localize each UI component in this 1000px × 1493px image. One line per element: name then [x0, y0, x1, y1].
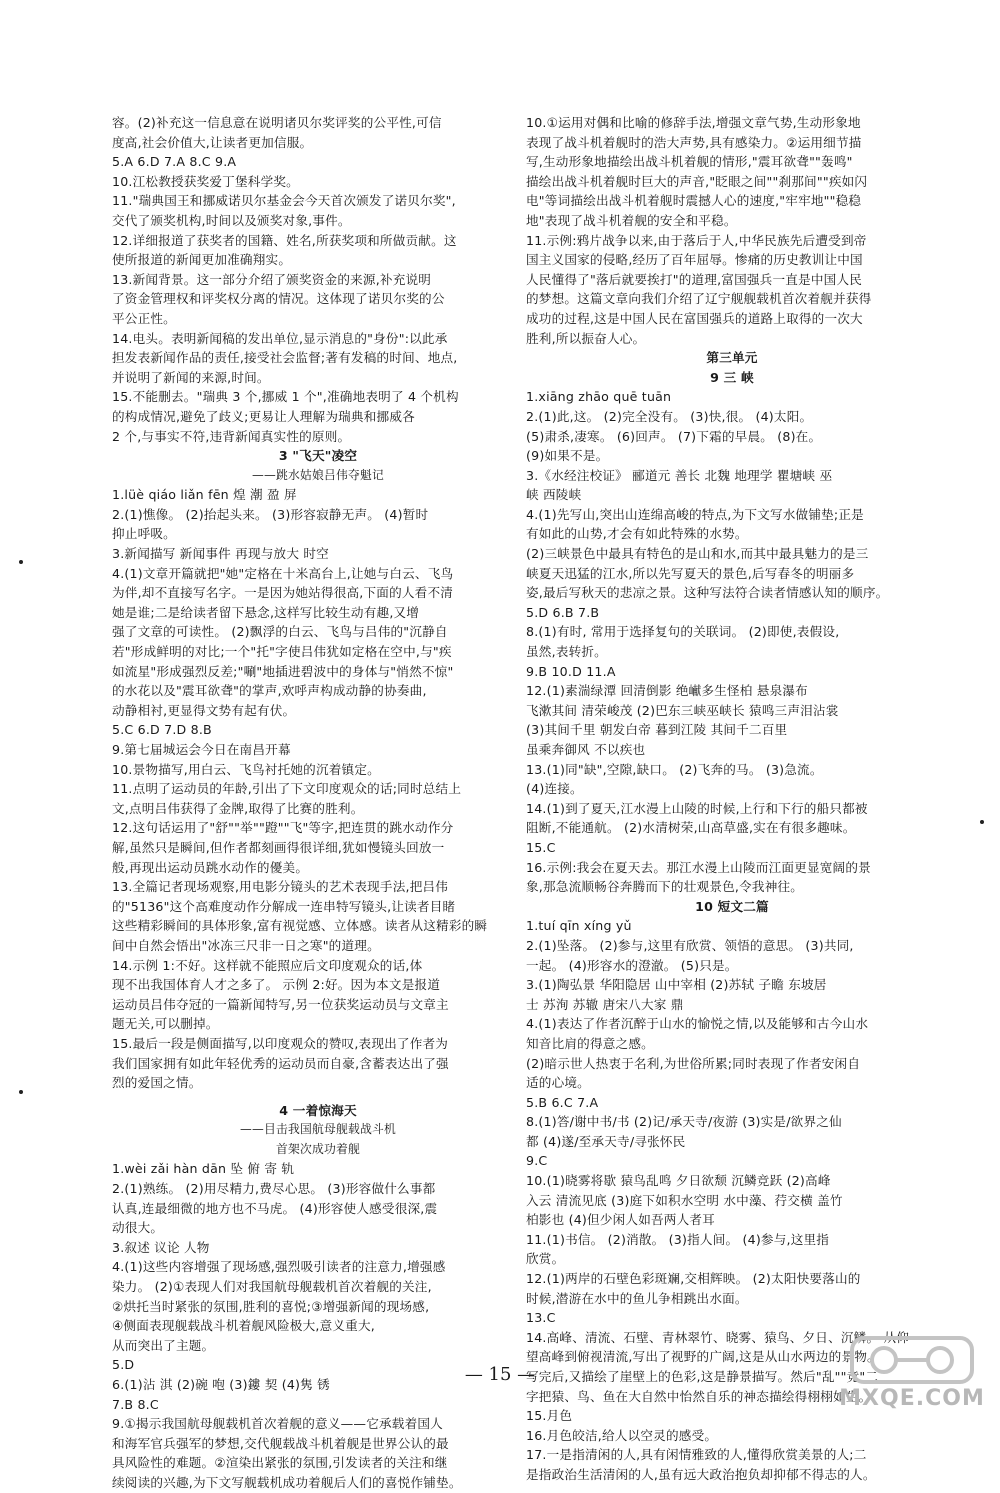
answer-line: 峡 西陵峡 [526, 487, 582, 503]
answer-line: 5.B 6.C 7.A [526, 1094, 599, 1110]
answer-line: 3.《水经注校证》 郦道元 善长 北魏 地理学 瞿塘峡 巫 [526, 467, 833, 483]
answer-line: 间中自然会悟出"冰冻三尺非一日之寒"的道理。 [112, 937, 380, 953]
answer-line: 烈的爱国之情。 [112, 1075, 202, 1091]
answer-line: 10.(1)晓雾将歇 猿鸟乱鸣 夕日欲颓 沉鳞竞跃 (2)高峰 [526, 1173, 831, 1189]
answer-line: 14.示例 1:不好。这样就不能照应后文印度观众的话,体 [112, 957, 423, 973]
answer-line: 虽乘奔御风 不以疾也 [526, 742, 646, 757]
section-heading: 10 短文二篇 [695, 898, 769, 914]
answer-line: 字把猿、鸟、鱼在大自然中怡然自乐的神态描绘得栩栩如生。 [526, 1388, 872, 1404]
answer-line: 她是谁;二是给读者留下悬念,这样写比较生动有趣,又增 [112, 604, 420, 620]
answer-line: 飞漱其间 清荣峻茂 (2)巴东三峡巫峡长 猿鸣三声泪沾裳 [526, 702, 839, 718]
answer-line: 7.B 8.C [112, 1396, 159, 1412]
binding-hole-dot [19, 1090, 23, 1094]
answer-line: 一起。 (4)形容水的澄澈。 (5)只是。 [526, 957, 738, 973]
answer-line: 解,虽然只是瞬间,但作者都刻画得很详细,犹如慢镜头回放一 [112, 839, 445, 855]
answer-line: 都 (4)遂/至承天寺/寻张怀民 [526, 1133, 686, 1149]
watermark-text: MXQE.COM [839, 1386, 985, 1411]
answer-line: 5.A 6.D 7.A 8.C 9.A [112, 154, 237, 170]
answer-line: 15.最后一段是侧面描写,以印度观众的赞叹,表现出了作者为 [112, 1035, 449, 1051]
answer-line: 15.不能删去。"瑞典 3 个,挪威 1 个",准确地表明了 4 个机构 [112, 389, 459, 405]
answer-line: 入云 清流见底 (3)庭下如积水空明 水中藻、荇交横 盖竹 [526, 1192, 843, 1208]
answer-line: 度高,社会价值大,让读者更加信服。 [112, 134, 313, 150]
answer-line: 的水花以及"震耳欲聋"的掌声,欢呼声构成动静的协奏曲, [112, 683, 427, 699]
answer-line: 虽然,表转折。 [526, 644, 607, 660]
section-subtitle: ——目击我国航母舰载战斗机 [240, 1122, 396, 1137]
answer-line: 电"等词描绘出战斗机着舰时震撼人心的速度,"牢牢地""稳稳 [526, 193, 862, 209]
answer-line: 时候,潜游在水中的鱼儿争相跳出水面。 [526, 1290, 748, 1306]
answer-line: 认真,连最细微的地方也不马虎。 (4)形容使人感受很深,震 [112, 1200, 438, 1216]
answer-line: 12.(1)素湍绿潭 回清倒影 绝𪩘多生怪柏 悬泉瀑布 [526, 683, 808, 699]
answer-line: (2)暗示世人热衷于名利,为世俗所累;同时表现了作者安闲自 [526, 1055, 861, 1071]
answer-line: 8.(1)有时, 常用于选择复句的关联词。 (2)即使,表假设, [526, 624, 840, 640]
answer-line: 9.C [526, 1153, 548, 1169]
answer-line: 14.高峰、清流、石壁、青林翠竹、晓雾、猿鸟、夕日、沉鳞。 从仰 [526, 1329, 910, 1345]
answer-line: 14.(1)到了夏天,江水漫上山陵的时候,上行和下行的船只都被 [526, 800, 868, 816]
answer-line: 1.lüè qiáo liǎn fēn 煌 潮 盈 屏 [112, 487, 297, 503]
answer-line: 2.(1)此,这。 (2)完全没有。 (3)快,很。 (4)太阳。 [526, 408, 813, 424]
answer-line: 16.示例:我会在夏天去。那江水漫上山陵而江面更显宽阔的景 [526, 859, 871, 875]
binding-hole-dot [19, 560, 23, 564]
binding-hole-dot [980, 820, 984, 824]
answer-line: 4.(1)表达了作者沉醉于山水的愉悦之情,以及能够和古今山水 [526, 1016, 869, 1032]
answer-line: 姿,最后写秋天的悲凉之景。这种写法符合读者情感认知的顺序。 [526, 585, 889, 601]
answer-line: 成功的过程,这是中国人民在富国强兵的道路上取得的一次大 [526, 310, 863, 326]
answer-line: 国主义国家的侵略,经历了百年屈辱。惨痛的历史教训让中国 [526, 252, 863, 268]
answer-line: 使所报道的新闻更加准确翔实。 [112, 252, 292, 268]
answer-line: 13.C [526, 1310, 556, 1326]
answer-line: 2.(1)憔像。 (2)抬起头来。 (3)形容寂静无声。 (4)暂时 [112, 506, 429, 522]
answer-line: 12.(1)两岸的石壁色彩斑斓,交相辉映。 (2)太阳快要落山的 [526, 1271, 861, 1287]
spacer [112, 1093, 524, 1101]
answer-line: 欣赏。 [526, 1251, 565, 1267]
watermark-emblem-icon [832, 1330, 992, 1390]
answer-line: 我们国家拥有如此年轻优秀的运动员而自豪,含蓄表达出了强 [112, 1055, 449, 1071]
answer-line: (3)其间千里 朝发白帝 暮到江陵 其间千二百里 [526, 722, 788, 738]
answer-line: 13.全篇记者现场观察,用电影分镜头的艺术表现手法,把吕伟 [112, 879, 449, 895]
answer-line: 强了文章的可读性。 (2)飘浮的白云、飞鸟与吕伟的"沉静自 [112, 624, 448, 640]
answer-line: 13.(1)同"缺",空隙,缺口。 (2)飞奔的马。 (3)急流。 [526, 761, 823, 777]
answer-line: 17.一是指清闲的人,具有闲情雅致的人,懂得欣赏美景的人;二 [526, 1447, 867, 1463]
answer-line: 10.景物描写,用白云、飞鸟衬托她的沉着镇定。 [112, 761, 380, 777]
answer-line: 阻断,不能通航。 (2)水清树荣,山高草盛,实在有很多趣味。 [526, 820, 856, 836]
answer-line: 11.点明了运动员的年龄,引出了下文印度观众的话;同时总结上 [112, 781, 462, 797]
answer-line: 如流星"形成强烈反差;"唰"地插进碧波中的身体与"悄然不惊" [112, 663, 454, 679]
answer-line: 3.(1)陶弘景 华阳隐居 山中宰相 (2)苏轼 子瞻 东坡居 [526, 977, 827, 993]
answer-line: 11."瑞典国王和挪威诺贝尔基金会今天首次颁发了诺贝尔奖", [112, 193, 456, 209]
answer-line: 4.(1)文章开篇就把"她"定格在十米高台上,让她与白云、飞鸟 [112, 565, 454, 581]
answer-line: 2.(1)坠落。 (2)参与,这里有欣赏、领悟的意思。 (3)共同, [526, 937, 854, 953]
answer-line: 9.B 10.D 11.A [526, 663, 616, 679]
answer-line: 题无关,可以删掉。 [112, 1016, 219, 1032]
answer-line: 的梦想。这篇文章向我们介绍了辽宁舰舰载机首次着舰并获得 [526, 291, 872, 307]
answer-line: 1.xiāng zhāo quē tuān [526, 389, 672, 405]
answer-line: 的"5136"这个高难度动作分解成一连串特写镜头,让读者目睹 [112, 898, 456, 914]
answer-line: 5.D [112, 1357, 135, 1373]
page-number: — 15 — [464, 1364, 536, 1385]
answer-line: 5.C 6.D 7.D 8.B [112, 722, 212, 738]
answer-line: 人民懂得了"落后就要挨打"的道理,富国强兵一直是中国人民 [526, 271, 863, 287]
answer-line: 有如此的山势,才会有如此特殊的水势。 [526, 526, 748, 542]
answer-line: 若"形成鲜明的对比;一个"托"字使吕伟犹如定格在空中,与"疾 [112, 644, 452, 660]
answer-line: 6.(1)沾 淇 (2)碗 咆 (3)鏤 契 (4)隽 锈 [112, 1377, 330, 1392]
answer-line: 2.(1)熟练。 (2)用尽精力,费尽心思。 (3)形容做什么事都 [112, 1181, 436, 1197]
answer-line: 9.第七届城运会今日在南昌开幕 [112, 742, 291, 757]
answer-line: 柏影也 (4)但少闲人如吾两人者耳 [526, 1212, 715, 1228]
answer-line: 从而突出了主题。 [112, 1337, 215, 1353]
answer-line: 现不出我国体育人才之多了。 示例 2:好。因为本文是报道 [112, 977, 441, 993]
answer-line: (9)如果不是。 [526, 448, 609, 464]
answer-line: 4.(1)这些内容增强了现场感,强烈吸引读者的注意力,增强感 [112, 1259, 446, 1275]
answer-line: 知音比肩的得意之感。 [526, 1035, 654, 1051]
answer-line: 1.tuí qīn xíng yǔ [526, 918, 632, 934]
section-heading: 4 一着惊海天 [279, 1102, 357, 1118]
answer-line: 般,再现出运动员跳水动作的優美。 [112, 859, 309, 875]
answer-line: 12.详细报道了获奖者的国籍、姓名,所获奖项和所做贡献。这 [112, 232, 457, 248]
answer-line: 适的心境。 [526, 1075, 590, 1091]
answer-line: 1.wèi zǎi hàn dān 坠 俯 寄 轨 [112, 1161, 295, 1177]
answer-line: 和海军官兵强军的梦想,交代舰载战斗机着舰是世界公认的最 [112, 1435, 449, 1451]
right-column [526, 113, 938, 1485]
answer-line: 抑止呼吸。 [112, 526, 176, 542]
section-subtitle: 首架次成功着舰 [276, 1141, 360, 1156]
answer-line: 5.D 6.B 7.B [526, 604, 600, 620]
answer-line: 续阅读的兴趣,为下文写舰载机成功着舰后人们的喜悦作铺垫。 [112, 1474, 462, 1490]
answer-line: 的构成情况,避免了歧义;更易让人理解为瑞典和挪威各 [112, 408, 415, 424]
answer-line: 是指政治生活清闲的人,虽有远大政治抱负却抑郁不得志的人。 [526, 1466, 876, 1482]
answer-line: 交代了颁奖机构,时间以及颁奖对象,事件。 [112, 212, 351, 228]
answer-line: ④侧面表现舰载战斗机着舰风险极大,意义重大, [112, 1318, 375, 1334]
answer-line: 平公正性。 [112, 310, 176, 326]
answer-line: 表现了战斗机着舰时的浩大声势,具有感染力。②运用细节描 [526, 134, 862, 150]
answer-line: 了资金管理权和评奖权分离的情况。这体现了诺贝尔奖的公 [112, 291, 445, 307]
answer-line: 写完后,又描绘了崖壁上的色彩,这是静景描写。然后"乱""竞"二 [526, 1369, 879, 1384]
answer-line: 染力。 (2)①表现人们对我国航母舰载机首次着舰的关注, [112, 1279, 432, 1295]
answer-line: 具风险性的难题。②渲染出紧张的氛围,引发读者的关注和继 [112, 1455, 448, 1471]
answer-line: (5)肃杀,凄寒。 (6)回声。 (7)下霜的早晨。 (8)在。 [526, 428, 822, 444]
answer-line: 并说明了新闻的来源,时间。 [112, 369, 270, 385]
answer-line: 容。(2)补充这一信息意在说明诸贝尔奖评奖的公平性,可信 [112, 115, 442, 130]
answer-line: 担发表新闻作品的责任,接受社会监督;著有发稿的时间、地点, [112, 350, 458, 366]
answer-line: 8.(1)答/谢中书/书 (2)记/承天寺/夜游 (3)实是/欲界之仙 [526, 1114, 842, 1130]
section-heading: 3 "飞天"凌空 [278, 448, 358, 464]
section-heading: 9 三 峡 [710, 369, 754, 385]
answer-line: 写,生动形象地描绘出战斗机着舰的情形,"震耳欲聋""轰鸣" [526, 154, 853, 170]
answer-line: 为伴,却不直接写名字。一是因为她站得很高,下面的人看不清 [112, 585, 454, 601]
watermark-logo [832, 1330, 992, 1420]
answer-line: 文,点明吕伟获得了金牌,取得了比赛的胜利。 [112, 800, 364, 816]
answer-line: 描绘出战斗机着舰时巨大的声音,"眨眼之间""刹那间""疾如闪 [526, 173, 868, 189]
left-column [112, 113, 524, 1493]
answer-line: 12.这句话运用了"舒""举""蹬""飞"等字,把连贯的跳水动作分 [112, 820, 454, 836]
answer-line: (4)连接。 [526, 781, 583, 797]
answer-line: 3.叙述 议论 人物 [112, 1239, 210, 1255]
answer-line: 15.C [526, 839, 556, 855]
section-heading: 第三单元 [706, 350, 758, 366]
section-subtitle: ——跳水姑娘吕伟夺魁记 [252, 467, 384, 482]
answer-line: 峡夏天迅猛的江水,所以先写夏天的景色,后写春冬的明丽多 [526, 565, 855, 581]
answer-line: 13.新闻背景。这一部分介绍了颁奖资金的来源,补充说明 [112, 271, 432, 287]
answer-line: 11.(1)书信。 (2)消散。 (3)指人间。 (4)参与,这里指 [526, 1231, 830, 1247]
answer-line: 胜利,所以振奋人心。 [526, 330, 646, 346]
answer-line: 动静相衬,更显得文势有起有伏。 [112, 702, 296, 718]
answer-line: 16.月色皎洁,给人以空灵的感受。 [526, 1427, 718, 1443]
answer-line: 动很大。 [112, 1220, 164, 1236]
answer-line: 11.示例:鸦片战争以来,由于落后于人,中华民族先后遭受到帝 [526, 232, 867, 248]
answer-line: 地"表现了战斗机着舰的安全和平稳。 [526, 212, 737, 228]
answer-line: 4.(1)先写山,突出山连绵高峻的特点,为下文写水做铺垫;正是 [526, 506, 864, 522]
answer-line: 运动员吕伟夺冠的一篇新闻特写,另一位获奖运动员与文章主 [112, 996, 449, 1012]
answer-line: 3.新闻描写 新闻事件 再现与放大 时空 [112, 546, 329, 562]
answer-line: 这些精彩瞬间的具体形象,富有视觉感、立体感。读者从这精彩的瞬 [112, 918, 488, 934]
answer-line: 2 个,与事实不符,违背新闻真实性的原则。 [112, 428, 351, 444]
answer-line: 9.①揭示我国航母舰载机首次着舰的意义——它承载着国人 [112, 1416, 443, 1432]
answer-line: 10.①运用对偶和比喻的修辞手法,增强文章气势,生动形象地 [526, 115, 861, 130]
answer-line: (2)三峡景色中最具有特色的是山和水,而其中最具魅力的是三 [526, 546, 869, 562]
answer-line: 14.电头。表明新闻稿的发出单位,显示消息的"身份":以此承 [112, 330, 448, 346]
answer-line: 象,那急流顺畅谷奔腾而下的壮观景色,令我神往。 [526, 879, 804, 895]
answer-line: 望高峰到俯视清流,写出了视野的广阔,这是从山水两边的景物。 [526, 1349, 880, 1365]
answer-line: ②烘托当时紧张的氛围,胜利的喜悦;③增强新闻的现场感, [112, 1298, 430, 1314]
answer-line: 10.江松教授获奖爱丁堡科学奖。 [112, 173, 299, 189]
answer-line: 士 苏洵 苏辙 唐宋八大家 鼎 [526, 996, 684, 1012]
answer-line: 15.月色 [526, 1408, 573, 1424]
